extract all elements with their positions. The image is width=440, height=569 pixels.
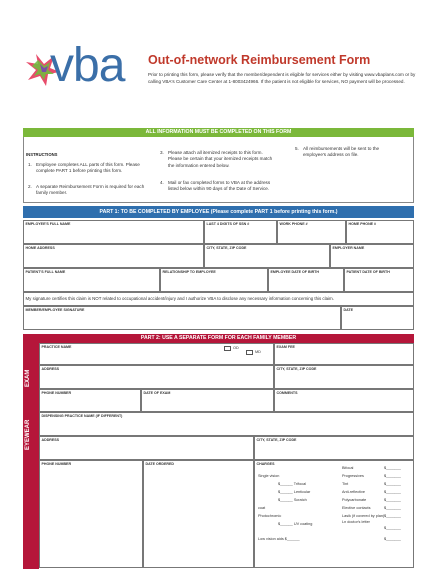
instruction-item: 5. All reimbursements will be sent to the employee's address on file. bbox=[295, 146, 380, 158]
charge-amount[interactable]: $_______ bbox=[384, 490, 401, 494]
charge-item: Lasik (if covered by plan) bbox=[342, 514, 385, 518]
date-field[interactable]: DATE bbox=[341, 306, 414, 330]
instruction-item: 4. Mail or fax completed forms to VBA at the address listed below within 90 days of the Date of Service. bbox=[160, 180, 271, 192]
patient-dob-field[interactable]: PATIENT DATE OF BIRTH bbox=[344, 268, 414, 292]
charge-item: $______ Lenticular bbox=[278, 490, 311, 494]
charges-field[interactable]: CHARGES bbox=[254, 460, 414, 568]
home-address-field[interactable]: HOME ADDRESS bbox=[23, 244, 204, 268]
charge-item: Tint bbox=[342, 482, 349, 486]
charge-amount[interactable]: $_______ bbox=[384, 474, 401, 478]
md-label: MD bbox=[255, 350, 261, 354]
logo-text: vba bbox=[50, 39, 125, 92]
charge-item: Progressives bbox=[342, 474, 364, 478]
charge-item: $______ Scratch bbox=[278, 498, 307, 502]
practice-name-field[interactable]: PRACTICE NAME bbox=[39, 343, 274, 365]
charge-item: Photochromic bbox=[258, 514, 282, 518]
part1-banner: PART 1: TO BE COMPLETED BY EMPLOYEE (Please complete PART 1 before printing this form.) bbox=[23, 206, 414, 218]
date-of-exam-field[interactable]: DATE OF EXAM bbox=[141, 389, 274, 412]
eyewear-sidebar: EYEWEAR bbox=[23, 412, 39, 569]
employee-dob-field[interactable]: EMPLOYEE DATE OF BIRTH bbox=[268, 268, 344, 292]
eyewear-phone-field[interactable]: PHONE NUMBER bbox=[39, 460, 143, 568]
charge-item: Low vision aids $______ bbox=[258, 537, 300, 541]
eyewear-city-state-zip-field[interactable]: CITY, STATE, ZIP CODE bbox=[254, 436, 414, 460]
home-phone-field[interactable]: HOME PHONE # bbox=[346, 220, 414, 244]
instructions-title: INSTRUCTIONS bbox=[26, 152, 58, 157]
work-phone-field[interactable]: WORK PHONE # bbox=[277, 220, 346, 244]
charge-item: coat bbox=[258, 506, 266, 510]
charge-amount[interactable]: $_______ bbox=[384, 537, 401, 541]
relationship-field[interactable]: RELATIONSHIP TO EMPLOYEE bbox=[160, 268, 268, 292]
charge-item: Anti-reflective bbox=[342, 490, 366, 494]
instruction-item: 1. Employee completes ALL parts of this form. Please complete PART 1 before printing this form. bbox=[28, 162, 140, 174]
date-ordered-field[interactable]: DATE ORDERED bbox=[143, 460, 254, 568]
exam-address-field[interactable]: ADDRESS bbox=[39, 365, 274, 389]
all-info-banner: ALL INFORMATION MUST BE COMPLETED ON THIS FORM bbox=[23, 128, 414, 137]
charge-amount[interactable]: $_______ bbox=[384, 506, 401, 510]
charge-amount[interactable]: $_______ bbox=[384, 482, 401, 486]
intro-text: Prior to printing this form, please verify that the member/dependent is eligible for services either by visiting www.vbaplans.com or by calling VBA's Customer Care Center at 1-8003424966. If the patient is not eligible for services, NO payment will be processed. bbox=[148, 72, 416, 84]
exam-phone-field[interactable]: PHONE NUMBER bbox=[39, 389, 141, 412]
employee-name-field[interactable]: EMPLOYEE'S FULL NAME bbox=[23, 220, 204, 244]
exam-sidebar: EXAM bbox=[23, 343, 39, 412]
signature-field[interactable]: MEMBER/EMPLOYEE SIGNATURE bbox=[23, 306, 341, 330]
charge-item: $______ Trifocal bbox=[278, 482, 307, 486]
instruction-item: 3. Please attach all itemized receipts to this form. Please be certain that your itemized receipts match the information entered below. bbox=[160, 150, 273, 168]
md-checkbox[interactable] bbox=[246, 350, 253, 355]
form-title: Out-of-network Reimbursement Form bbox=[148, 53, 371, 67]
eyewear-address-field[interactable]: ADDRESS bbox=[39, 436, 254, 460]
exam-city-state-zip-field[interactable]: CITY, STATE, ZIP CODE bbox=[274, 365, 414, 389]
charge-amount[interactable]: $_______ bbox=[384, 466, 401, 470]
employer-name-field[interactable]: EMPLOYER NAME bbox=[330, 244, 414, 268]
comments-field[interactable]: COMMENTS bbox=[274, 389, 414, 412]
charge-item: Single vision bbox=[258, 474, 280, 478]
charge-item: Ln doctor's letter bbox=[342, 520, 370, 524]
charge-item: Bifocal bbox=[342, 466, 354, 470]
charge-amount[interactable]: $_______ bbox=[384, 514, 401, 518]
dispensing-practice-field[interactable]: DISPENSING PRACTICE NAME (IF DIFFERENT) bbox=[39, 412, 414, 436]
certification-text: My signature certifies this claim is NOT related to occupational accident/injury and I authorize VBA to disclose any necessary information concerning this claim. bbox=[23, 292, 414, 306]
part2-banner: PART 2: USE A SEPARATE FORM FOR EACH FAMILY MEMBER bbox=[23, 334, 414, 343]
city-state-zip-field[interactable]: CITY, STATE, ZIP CODE bbox=[204, 244, 330, 268]
od-checkbox[interactable] bbox=[224, 346, 231, 351]
charge-amount[interactable]: $_______ bbox=[384, 526, 401, 530]
od-label: OD bbox=[233, 346, 239, 350]
charge-item: Elective contacts bbox=[342, 506, 371, 510]
instruction-item: 2. A separate Reimbursement Form is required for each family member. bbox=[28, 184, 145, 196]
charge-amount[interactable]: $_______ bbox=[384, 498, 401, 502]
charge-item: $______ UV coating bbox=[278, 522, 313, 526]
ssn-field[interactable]: LAST 4 DIGITS OF SSN # bbox=[204, 220, 277, 244]
charge-item: Polycarbonate bbox=[342, 498, 367, 502]
exam-fee-field[interactable]: EXAM FEE bbox=[274, 343, 414, 365]
patient-name-field[interactable]: PATIENT'S FULL NAME bbox=[23, 268, 160, 292]
